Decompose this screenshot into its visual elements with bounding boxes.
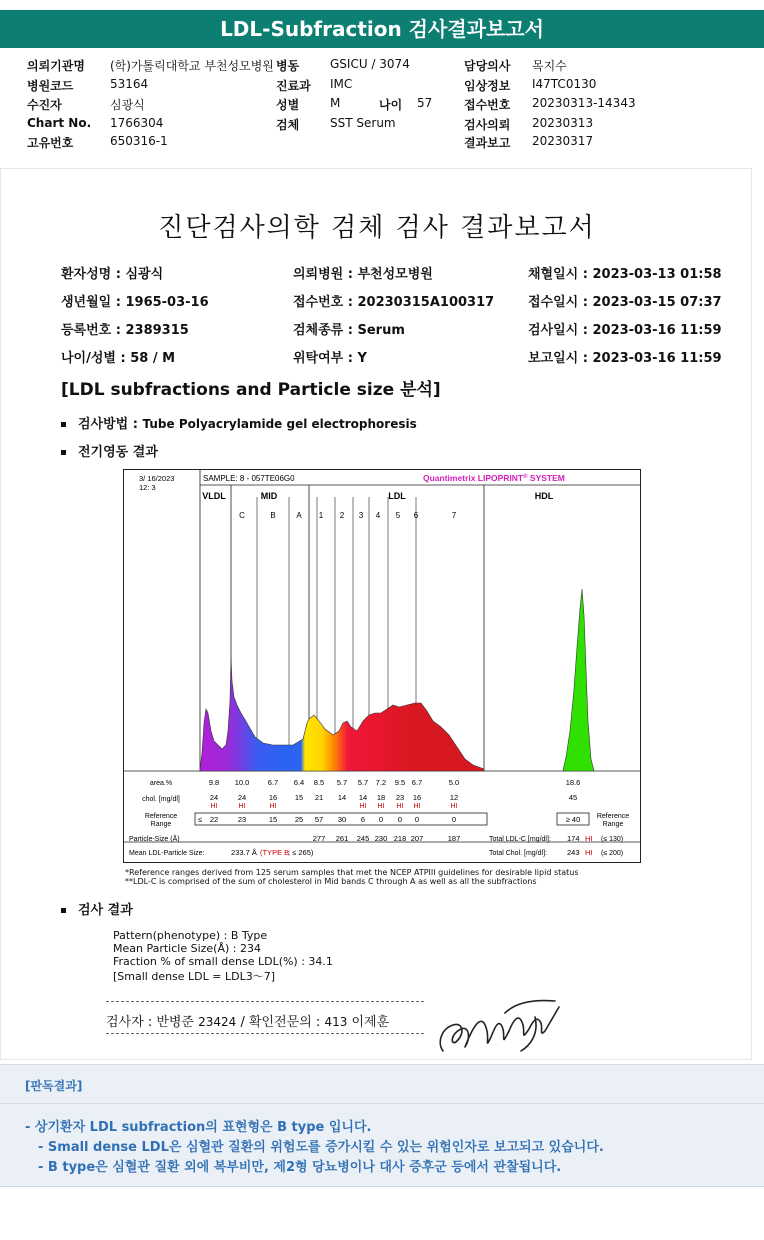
report-datetime: 보고일시 : 2023-03-16 11:59 — [528, 351, 722, 366]
label-sex: 성별 — [276, 98, 300, 112]
interpretation-line-1: - 상기환자 LDL subfraction의 표현형은 B type 입니다. — [25, 1120, 372, 1135]
reference-value: 15 — [268, 815, 278, 824]
group-label: VLDL — [202, 491, 226, 501]
chol-flag: HI — [377, 803, 385, 810]
collection-datetime: 채혈일시 : 2023-03-13 01:58 — [528, 267, 722, 282]
total-ldl-ref: (≤ 130) — [601, 836, 624, 843]
outsourced-flag: 위탁여부 : Y — [293, 351, 367, 366]
area-value: 5.7 — [357, 778, 369, 787]
row-label-chol: chol. [mg/dl] — [142, 796, 180, 803]
tester-name: 검사자 : 반병준 — [106, 1015, 194, 1030]
chol-value: 18 — [376, 793, 386, 802]
hdl-reference-value: ≥ 40 — [565, 815, 581, 824]
area-value: 6.7 — [267, 778, 279, 787]
group-label: HDL — [534, 491, 554, 501]
interpretation-line-3: - B type은 심혈관 질환 외에 복부비만, 제2형 당뇨병이나 대사 증후군 등에서 관찰됩니다. — [38, 1160, 562, 1175]
area-value: 6.7 — [411, 778, 423, 787]
tester-number: 23424 — [198, 1015, 237, 1029]
chol-value: 21 — [314, 793, 324, 802]
referring-hospital: 의뢰병원 : 부천성모병원 — [293, 267, 433, 282]
row-label-mean-size: Mean LDL-Particle Size: — [129, 850, 205, 857]
value-attending-doctor: 목지수 — [532, 59, 567, 73]
value-accession-no: 20230313-14343 — [532, 96, 636, 110]
total-ldl-label: Total LDL-C [mg/dl]: — [489, 836, 551, 843]
label-chart-no: Chart No. — [27, 116, 92, 130]
row-label-area: area.% — [149, 780, 173, 787]
label-age: 나이 — [379, 98, 403, 112]
reference-value: 25 — [294, 815, 304, 824]
age-sex: 나이/성별 : 58 / M — [61, 351, 176, 366]
chol-flag: HI — [450, 803, 458, 810]
label-requesting-institution: 의뢰기관명 — [27, 59, 85, 73]
bullet-icon — [61, 422, 66, 427]
chol-value: 45 — [568, 793, 578, 802]
footnote-ldl-c: **LDL-C is comprised of the sum of cholesterol in Mid bands C through A as well as all the subfractions — [125, 877, 537, 886]
area-value: 7.2 — [375, 778, 387, 787]
value-clinical-info: I47TC0130 — [532, 77, 597, 91]
chol-value: 16 — [268, 793, 278, 802]
particle-size-value: 261 — [335, 834, 349, 843]
particle-size-value: 230 — [374, 834, 388, 843]
particle-size-value: 245 — [356, 834, 370, 843]
signature-line — [106, 1011, 389, 1030]
row-label-range: Range — [150, 821, 172, 828]
area-value: 6.4 — [293, 778, 305, 787]
test-datetime: 검사일시 : 2023-03-16 11:59 — [528, 323, 722, 338]
area-value: 8.5 — [313, 778, 325, 787]
total-chol-ref: (≤ 200) — [601, 850, 624, 857]
method-label: 검사방법 : — [78, 417, 138, 432]
value-unique-no: 650316-1 — [110, 134, 168, 148]
result-mean-particle-size: Mean Particle Size(Å) : 234 — [113, 942, 261, 955]
reference-value: 0 — [397, 815, 403, 824]
result-small-dense-definition: [Small dense LDL = LDL3～7] — [113, 970, 276, 983]
reference-prefix: ≤ — [197, 815, 203, 824]
chol-flag: HI — [238, 803, 246, 810]
report-title-bar: LDL-Subfraction 검사결과보고서 — [0, 10, 764, 48]
label-patient: 수진자 — [27, 98, 62, 112]
reference-value: 0 — [414, 815, 420, 824]
interpretation-header — [0, 1064, 764, 1104]
mean-size-type: (TYPE B — [260, 848, 290, 857]
area-value: 10.0 — [234, 778, 250, 787]
result-label: 검사 결과 — [78, 903, 133, 918]
method-value: Tube Polyacrylamide gel electrophoresis — [142, 417, 417, 431]
band-label: 4 — [375, 511, 381, 520]
chol-flag: HI — [413, 803, 421, 810]
hdl-ref-label: Reference — [596, 813, 630, 820]
birth-date: 생년월일 : 1965-03-16 — [61, 295, 209, 310]
value-ward: GSICU / 3074 — [330, 57, 410, 71]
area-value: 5.7 — [336, 778, 348, 787]
label-request-date: 검사의뢰 — [464, 118, 511, 132]
chol-value: 15 — [294, 793, 304, 802]
band-label: B — [270, 511, 276, 520]
value-report-date: 20230317 — [532, 134, 594, 148]
label-department: 진료과 — [276, 79, 311, 93]
hdl-ref-label: Range — [602, 821, 624, 828]
scanned-report-title: 진단검사의학 검체 검사 결과보고서 — [158, 213, 596, 243]
registration-number: 등록번호 : 2389315 — [61, 323, 189, 338]
value-patient: 심광식 — [110, 98, 145, 112]
reference-value: 22 — [209, 815, 219, 824]
result-line — [61, 899, 133, 918]
value-request-date: 20230313 — [532, 116, 594, 130]
value-sex: M — [330, 96, 341, 110]
chol-value: 23 — [395, 793, 405, 802]
group-label: MID — [260, 491, 278, 501]
chol-flag: HI — [396, 803, 404, 810]
value-specimen: SST Serum — [330, 116, 396, 130]
result-small-dense-fraction: Fraction % of small dense LDL(%) : 34.1 — [113, 955, 333, 968]
chol-flag: HI — [210, 803, 218, 810]
reference-value: 6 — [360, 815, 366, 824]
signature-divider-top — [106, 1001, 424, 1002]
total-chol-flag: HI — [585, 848, 593, 857]
doctor-name: 이제훈 — [351, 1015, 390, 1030]
chol-value: 24 — [209, 793, 219, 802]
value-chart-no: 1766304 — [110, 116, 164, 130]
reference-value: 57 — [314, 815, 324, 824]
band-label: 3 — [358, 511, 364, 520]
signature-divider-bottom — [106, 1033, 424, 1034]
receipt-number: 접수번호 : 20230315A100317 — [293, 295, 495, 310]
total-chol-label: Total Chol. [mg/dl]: — [489, 850, 547, 857]
handwritten-signature — [435, 991, 565, 1061]
band-label: C — [239, 511, 245, 520]
band-label: 2 — [339, 511, 345, 520]
reference-value: 30 — [337, 815, 347, 824]
band-label: 1 — [318, 511, 324, 520]
specimen-type: 검체종류 : Serum — [293, 323, 405, 338]
label-hospital-code: 병원코드 — [27, 79, 74, 93]
doctor-label: 확인전문의 : — [249, 1015, 321, 1030]
receipt-datetime: 접수일시 : 2023-03-15 07:37 — [528, 295, 722, 310]
label-ward: 병동 — [276, 59, 300, 73]
particle-size-value: 218 — [393, 834, 407, 843]
total-ldl-value: 174 — [567, 834, 580, 843]
label-clinical-info: 임상정보 — [464, 79, 511, 93]
chol-value: 14 — [358, 793, 368, 802]
analysis-section-title: [LDL subfractions and Particle size 분석] — [61, 380, 441, 400]
interpretation-line-2: - Small dense LDL은 심혈관 질환의 위험도를 증가시킬 수 있는 위험인자로 보고되고 있습니다. — [38, 1140, 604, 1155]
particle-size-value: 187 — [447, 834, 461, 843]
value-requesting-institution: (학)가톨릭대학교 부천성모병원 — [110, 59, 274, 73]
group-label: LDL — [388, 491, 406, 501]
doctor-number: 413 — [324, 1015, 348, 1029]
label-attending-doctor: 담당의사 — [464, 59, 511, 73]
method-line — [61, 413, 417, 432]
value-department: IMC — [330, 77, 353, 91]
gel-date: 3/ 16/2023 — [139, 474, 175, 483]
row-label-particle-size: Particle-Size (Å) — [129, 836, 180, 843]
gel-time: 12: 3 — [139, 483, 156, 492]
lipoprint-electrophoresis-chart — [123, 469, 641, 863]
area-value: 5.0 — [448, 778, 460, 787]
chol-flag: HI — [269, 803, 277, 810]
total-ldl-flag: HI — [585, 834, 593, 843]
reference-value: 0 — [378, 815, 384, 824]
value-age: 57 — [417, 96, 433, 110]
reference-value: 23 — [237, 815, 247, 824]
chol-flag: HI — [359, 803, 367, 810]
mean-size-value: 233.7 Å — [231, 848, 257, 857]
particle-size-value: 277 — [312, 834, 326, 843]
scanned-report — [0, 168, 752, 1060]
band-label: 5 — [395, 511, 401, 520]
chol-value: 24 — [237, 793, 247, 802]
chol-value: 14 — [337, 793, 347, 802]
interpretation-body — [0, 1104, 764, 1187]
electrophoresis-label: 전기영동 결과 — [78, 445, 158, 460]
row-label-reference: Reference — [144, 813, 178, 820]
patient-name: 환자성명 : 심광식 — [61, 267, 164, 282]
band-label: 6 — [413, 511, 419, 520]
value-hospital-code: 53164 — [110, 77, 149, 91]
mean-size-ref: ; ≤ 265) — [288, 848, 314, 857]
gel-sample: SAMPLE: 8 - 057TE06G0 — [203, 474, 295, 483]
area-value: 9.8 — [208, 778, 220, 787]
particle-size-value: 207 — [410, 834, 424, 843]
label-specimen: 검체 — [276, 118, 300, 132]
chol-value: 16 — [412, 793, 422, 802]
interpretation-heading: [판독결과] — [25, 1079, 83, 1093]
gel-brand: Quantimetrix LIPOPRINT® SYSTEM — [423, 473, 565, 483]
bullet-icon — [61, 450, 66, 455]
chol-value: 12 — [449, 793, 459, 802]
signature-separator: / — [240, 1015, 245, 1030]
footnote-reference-ranges: *Reference ranges derived from 125 serum samples that met the NCEP ATPIII guidelines for desirable lipid status — [125, 868, 579, 877]
total-chol-value: 243 — [567, 848, 580, 857]
label-accession-no: 접수번호 — [464, 98, 511, 112]
band-label: 7 — [451, 511, 457, 520]
area-value: 18.6 — [565, 778, 581, 787]
band-label: A — [296, 511, 302, 520]
label-report-date: 결과보고 — [464, 136, 511, 150]
reference-value: 0 — [451, 815, 457, 824]
result-phenotype: Pattern(phenotype) : B Type — [113, 929, 268, 942]
label-unique-no: 고유번호 — [27, 136, 74, 150]
electrophoresis-line — [61, 441, 158, 460]
area-value: 9.5 — [394, 778, 406, 787]
bullet-icon — [61, 908, 66, 913]
